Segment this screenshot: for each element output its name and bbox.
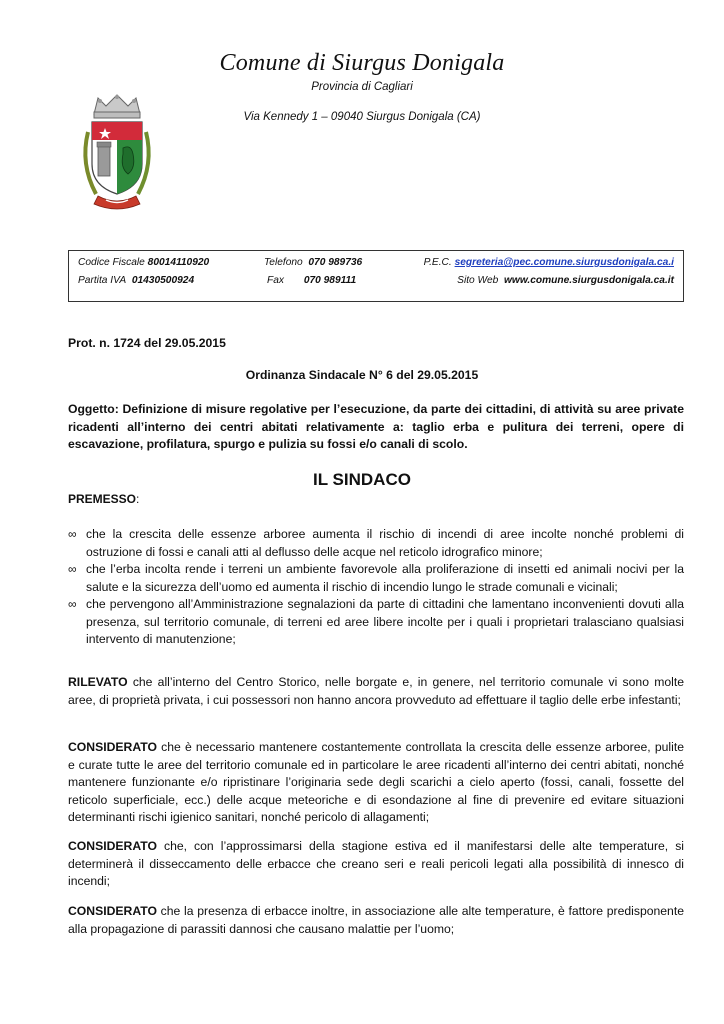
premise-heading: PREMESSO: [68, 492, 140, 506]
fiscal-code-line: Codice Fiscale 80014110920 [78, 257, 210, 268]
ordinance-title: Ordinanza Sindacale N° 6 del 29.05.2015 [245, 368, 479, 382]
subject-paragraph: Oggetto: Definizione di misure regolative per l’esecuzione, da parte dei cittadini, di attività su aree private ricadenti all’interno dei centri abitati relativamente a: taglio erba e pulitura dei terreni, opere di escavazione, profilatura, spurgo e pulizia su fossi e/o canali di scolo. [68, 402, 684, 451]
website-line: Sito Web www.comune.siurgusdonigala.ca.it [457, 275, 674, 286]
mayor-heading: IL SINDACO [313, 470, 411, 489]
protocol-number: Prot. n. 1724 del 29.05.2015 [68, 336, 226, 350]
considerato-paragraph-3: CONSIDERATO che la presenza di erbacce inoltre, in associazione alle alte temperature, è fattore predisponente alla propagazione di parassiti dannosi che causano malattie per l’uomo; [68, 904, 684, 936]
coat-of-arms-logo [76, 92, 158, 214]
fax-value: 070 989111 [303, 275, 357, 286]
address-line: Via Kennedy 1 – 09040 Siurgus Donigala (CA) [243, 111, 481, 123]
premise-list [68, 526, 684, 649]
considerato-paragraph-2: CONSIDERATO che, con l’approssimarsi della stagione estiva ed il manifestarsi delle alte temperature, si determinerà il disseccamento delle erbacce che creano seri e reali pericoli legati alla possibilità di innesco di incendi; [68, 839, 684, 888]
contact-info-box [68, 250, 684, 302]
fax-line: Fax 070 989111 [267, 275, 357, 286]
vat-line: Partita IVA 01430500924 [78, 275, 195, 286]
phone-line: Telefono 070 989736 [264, 257, 363, 268]
rilevato-paragraph: RILEVATO che all’interno del Centro Storico, nelle borgate e, in genere, nel territorio comunale vi sono molte aree, di proprietà privata, i cui possessori non hanno ancora provveduto ad effettuare il taglio delle erbe infestanti; [68, 675, 684, 707]
considerato-paragraph-1: CONSIDERATO che è necessario mantenere costantemente controllata la crescita delle essenze arboree, pulite e curate tutte le aree del territorio comunale ed in particolare le aree ricadenti all’interno dei centri abitati, nonché mantenere funzionante e/o ripristinare l’originaria sede degli scarichi a cielo aperto (fossi, canali, fossette del reticolo superficiale, ecc.) delle acque meteoriche e di esondazione al fine di prevenire ed evitare situazioni determinanti rischi igienico sanitari, nonché pericolo di allagamenti; [68, 740, 684, 824]
list-item: ∞ che l’erba incolta rende i terreni un ambiente favorevole alla proliferazione di insetti ed animali nocivi per la salute e la sicurezza dell’uomo ed aumenta il rischio di incendio lungo le strade comunali e vicinali; [68, 562, 684, 594]
infinity-bullet-icon: ∞ [68, 562, 77, 576]
list-item: ∞ che pervengono all’Amministrazione segnalazioni da parte di cittadini che lamentano inconvenienti dovuti alla presenza, sul territorio comunale, di terreni ed aree libere incolte per i quali i proprietari tralasciano qualsiasi intervento di manutenzione; [68, 597, 684, 646]
infinity-bullet-icon: ∞ [68, 597, 77, 611]
phone-value: 070 989736 [308, 257, 363, 268]
list-item: ∞ che la crescita delle essenze arboree aumenta il rischio di incendi di aree incolte nonché problemi di ostruzione di fossi e canali atti al deflusso delle acque nel reticolo idrografico minore; [68, 527, 684, 559]
pec-line: P.E.C. segreteria@pec.comune.siurgusdonigala.ca.i [423, 257, 674, 268]
website-value: www.comune.siurgusdonigala.ca.it [503, 275, 674, 286]
province-line: Provincia di Cagliari [311, 81, 413, 93]
vat-value: 01430500924 [131, 275, 195, 286]
infinity-bullet-icon: ∞ [68, 527, 77, 541]
pec-email-link[interactable]: segreteria@pec.comune.siurgusdonigala.ca.i [454, 257, 674, 268]
fiscal-code-value: 80014110920 [147, 257, 210, 268]
municipality-title: Comune di Siurgus Donigala [219, 50, 505, 76]
